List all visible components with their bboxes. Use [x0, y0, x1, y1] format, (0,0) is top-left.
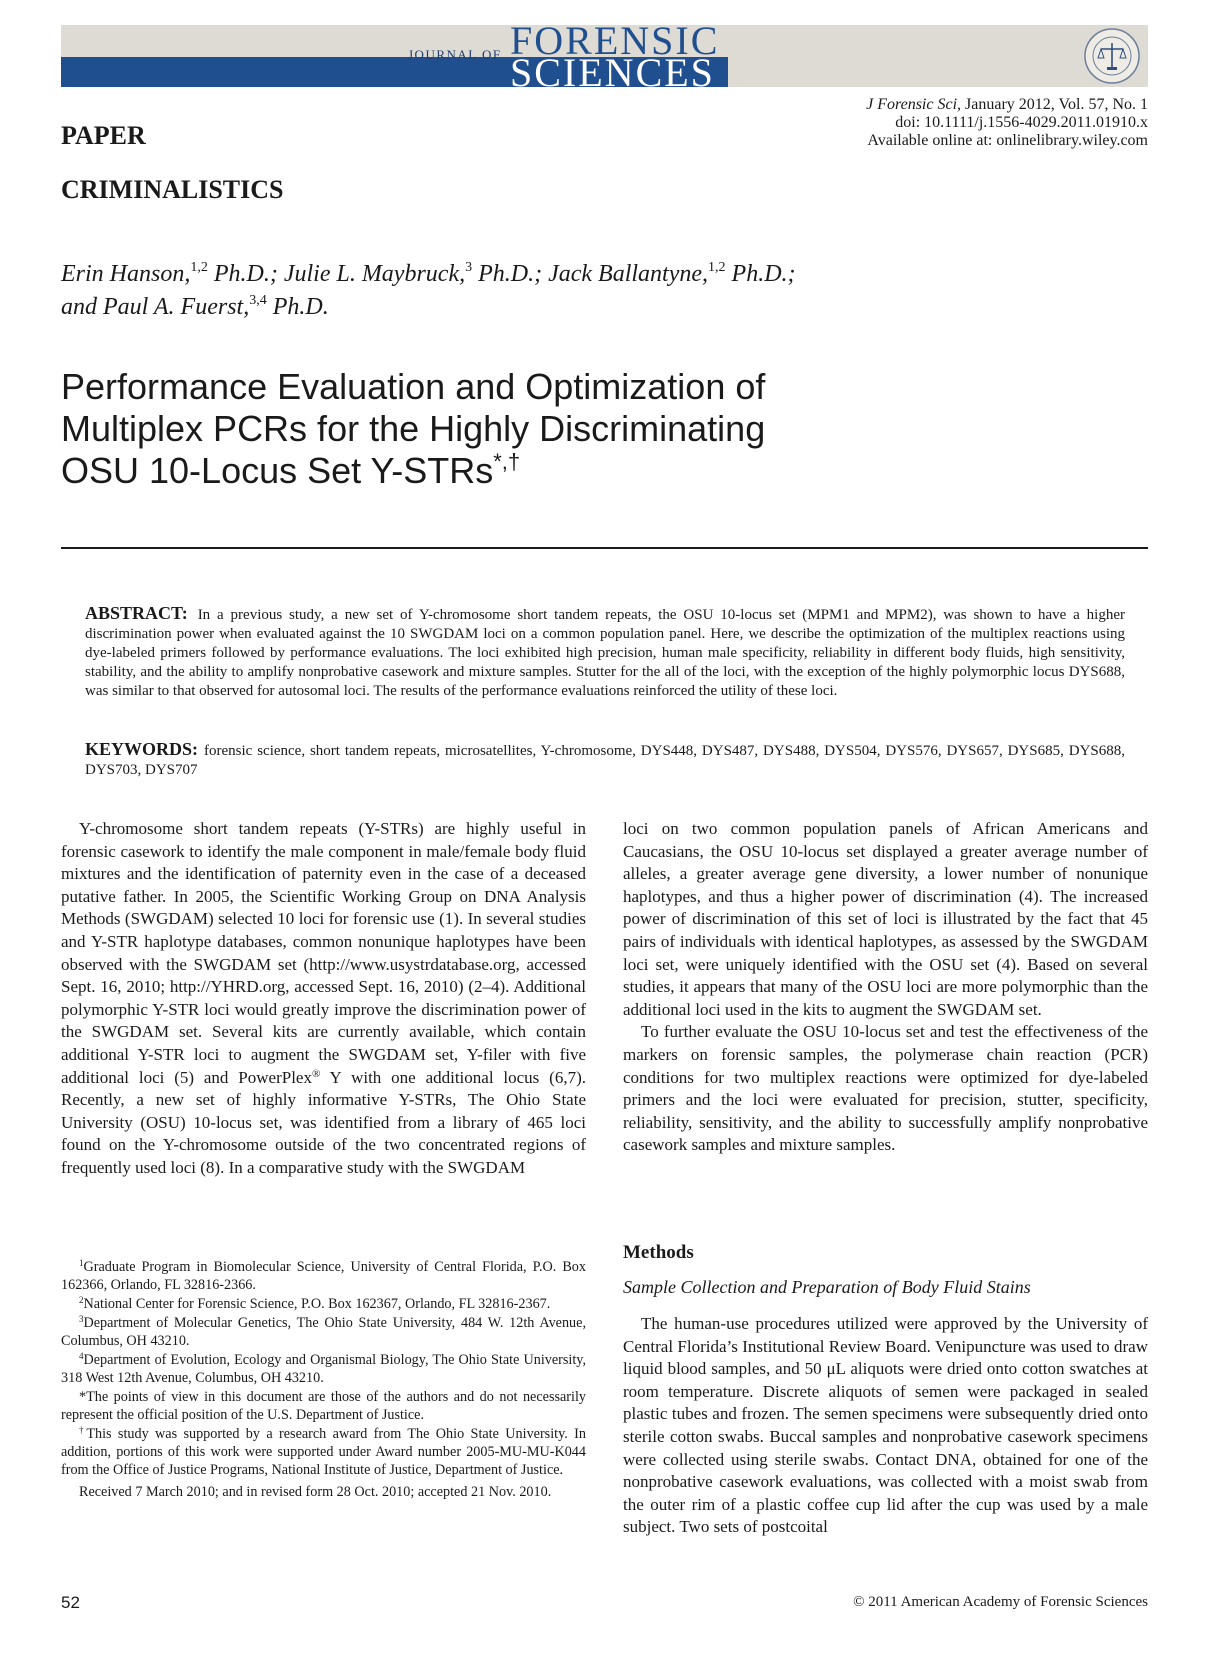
keywords	[85, 740, 1125, 780]
author-affiliation: 1,2	[708, 260, 726, 275]
keywords-text: forensic science, short tandem repeats, microsatellites, Y-chromosome, DYS448, DYS487, DYS488, DYS504, DYS576, DYS657, DYS685, DYS688, DYS703, DYS707	[85, 743, 1125, 778]
author-affiliation: 3,4	[249, 293, 267, 308]
footnote	[61, 1314, 586, 1350]
methods-subheading: Sample Collection and Preparation of Body Fluid Stains	[623, 1277, 1031, 1297]
journal-name-sciences: SCIENCES	[510, 53, 715, 87]
author-affiliation: 3	[465, 260, 473, 275]
section-label: PAPER	[61, 121, 146, 150]
footnote-marker: 3	[79, 1314, 84, 1324]
footnote-marker: 1	[79, 1258, 84, 1268]
footnote-text: National Center for Forensic Science, P.O. Box 162367, Orlando, FL 32816-2367.	[83, 1296, 551, 1312]
title-footnote-marks: *,†	[493, 449, 521, 474]
citation-available: Available online at: onlinelibrary.wiley.com	[867, 132, 1148, 149]
footnote-marker: 2	[79, 1295, 84, 1305]
footnote-text: Department of Evolution, Ecology and Organismal Biology, The Ohio State University, 318 West 12th Avenue, Columbus, OH 43210.	[61, 1352, 586, 1386]
academy-seal-icon	[1083, 27, 1141, 85]
author-degree: Ph.D.;	[725, 261, 796, 287]
footnote-text: Department of Molecular Genetics, The Ohio State University, 484 W. 12th Avenue, Columbus, OH 43210.	[61, 1315, 586, 1349]
copyright: © 2011 American Academy of Forensic Sciences	[853, 1594, 1148, 1610]
body-paragraph	[61, 818, 586, 1180]
body-paragraph: loci on two common population panels of African Americans and Caucasians, the OSU 10-locus set displayed a greater average number of alleles, a greater average gene diversity, a lower number of nonunique haplotypes, and thus a higher power of discrimination (4). The increased power of discrimination of this set of loci is illustrated by the fact that 45 pairs of individuals with identical haplotypes, as assessed by the SWGDAM loci set, were uniquely identified with the OSU set (4). Based on several studies, it appears that many of the OSU loci are more polymorphic than the additional loci used in the kits to augment the SWGDAM set.	[623, 819, 1148, 1019]
author-name: Ph.D.; Julie L. Maybruck,	[207, 261, 466, 287]
registered-mark: ®	[311, 1067, 321, 1080]
methods-heading: Methods	[623, 1242, 694, 1263]
author-name: Erin Hanson,	[61, 261, 191, 287]
keywords-label: KEYWORDS:	[85, 739, 199, 759]
citation-issue-line	[866, 96, 1148, 114]
author-name: Ph.D.; Jack Ballantyne,	[472, 261, 709, 287]
author-name: and Paul A. Fuerst,	[61, 294, 250, 320]
footnotes	[61, 1258, 586, 1502]
title-line	[61, 450, 861, 492]
footnote	[61, 1425, 586, 1479]
author-line-1	[61, 258, 796, 291]
abstract-label: ABSTRACT:	[85, 603, 188, 623]
footnote: *The points of view in this document are those of the authors and do not necessarily represent the official position of the U.S. Department of Justice.	[61, 1389, 586, 1423]
journal-name-forensic: FORENSIC	[510, 18, 720, 63]
author-list	[61, 258, 796, 324]
body-column-left	[61, 818, 586, 1180]
citation-block	[866, 96, 1148, 150]
body-paragraph: The human-use procedures utilized were approved by the University of Central Florida’s Institutional Review Board. Venipuncture was used to draw liquid blood samples, and 50 μL aliquots were dried onto cotton swatches at room temperature. Discrete aliquots of semen were packaged in sealed plastic tubes and frozen. The semen specimens were subsequently dried onto sterile cotton swabs. Buccal samples and nonprobative casework specimens were collected using sterile swabs. Contact DNA, obtained for one of the nonprobative casework evaluations, was collected with a moist swab from the outer rim of a plastic coffee cup lid after the cup was used by a male subject. Two sets of postcoital	[623, 1314, 1148, 1537]
author-line-2	[61, 291, 796, 324]
footnote	[61, 1351, 586, 1387]
title-divider	[61, 547, 1148, 549]
citation-journal: J Forensic Sci,	[866, 96, 962, 113]
received-dates: Received 7 March 2010; and in revised form 28 Oct. 2010; accepted 21 Nov. 2010.	[79, 1484, 552, 1500]
footnote-marker: †	[79, 1425, 87, 1435]
page-number: 52	[61, 1593, 80, 1612]
abstract-text: In a previous study, a new set of Y-chromosome short tandem repeats, the OSU 10-locus set (MPM1 and MPM2), was shown to have a higher discrimination power when evaluated against the 10 SWGDAM loci on a common population panel. Here, we describe the optimization of the multiplex reactions using dye-labeled primers followed by performance evaluations. The loci exhibited high precision, human male specificity, reliability in different body fluids, high sensitivity, stability, and the ability to amplify nonprobative casework and mixture samples. Stutter for the all of the loci, with the exception of the highly polymorphic locus DYS688, was similar to that observed for autosomal loci. The results of the performance evaluations reinforced the utility of these loci.	[85, 607, 1125, 699]
title-line: Multiplex PCRs for the Highly Discriminating	[61, 408, 766, 449]
body-text: Y-chromosome short tandem repeats (Y-STRs) are highly useful in forensic casework to identify the male component in male/female body fluid mixtures and the identification of paternity even in the case of a deceased putative father. In 2005, the Scientific Working Group on DNA Analysis Methods (SWGDAM) selected 10 loci for forensic use (1). In several studies and Y-STR haplotype databases, common nonunique haplotypes have been observed with the SWGDAM set (http://www.usystrdatabase.org, accessed Sept. 16, 2010; http://YHRD.org, accessed Sept. 16, 2010) (2–4). Additional polymorphic Y-STR loci would greatly improve the discrimination power of the SWGDAM set. Several kits are currently available, which contain additional Y-STR loci to augment the SWGDAM set, Y-filer with five additional loci (5) and PowerPlex	[61, 819, 586, 1087]
footnote	[61, 1258, 586, 1294]
title-line-text: OSU 10-Locus Set Y-STRs	[61, 450, 494, 491]
author-affiliation: 1,2	[190, 260, 208, 275]
citation-issue: January 2012, Vol. 57, No. 1	[961, 96, 1148, 113]
footnote	[61, 1295, 586, 1313]
author-degree: Ph.D.	[266, 294, 329, 320]
paper-title	[61, 366, 861, 492]
footnote-marker: 4	[79, 1351, 84, 1361]
footnote-text: Graduate Program in Biomolecular Science, University of Central Florida, P.O. Box 162366, Orlando, FL 32816-2366.	[61, 1259, 586, 1293]
methods-column	[623, 1313, 1148, 1539]
subsection-label: CRIMINALISTICS	[61, 175, 284, 204]
citation-doi: doi: 10.1111/j.1556-4029.2011.01910.x	[895, 114, 1148, 131]
body-column-right	[623, 818, 1148, 1157]
body-paragraph: To further evaluate the OSU 10-locus set and test the effectiveness of the markers on forensic samples, the polymerase chain reaction (PCR) conditions for two multiplex reactions were optimized for dye-labeled primers and the loci were evaluated for precision, stutter, specificity, reliability, sensitivity, and the ability to successfully amplify nonprobative casework samples and mixture samples.	[623, 1022, 1148, 1155]
abstract	[85, 604, 1125, 701]
title-line: Performance Evaluation and Optimization of	[61, 366, 766, 407]
body-text: Y with one additional locus (6,7). Recently, a new set of highly informative Y-STRs, The Ohio State University (OSU) 10-locus set, was identified from a library of 465 loci found on the Y-chromosome outside of the two concentrated regions of frequently used loci (8). In a comparative study with the SWGDAM	[61, 1067, 586, 1177]
journal-name-prefix: JOURNAL OF	[408, 47, 502, 62]
footnote-text: This study was supported by a research award from The Ohio State University. In addition, portions of this work were supported under Award number 2005-MU-MU-K044 from the Office of Justice Programs, National Institute of Justice, Department of Justice.	[61, 1426, 586, 1478]
